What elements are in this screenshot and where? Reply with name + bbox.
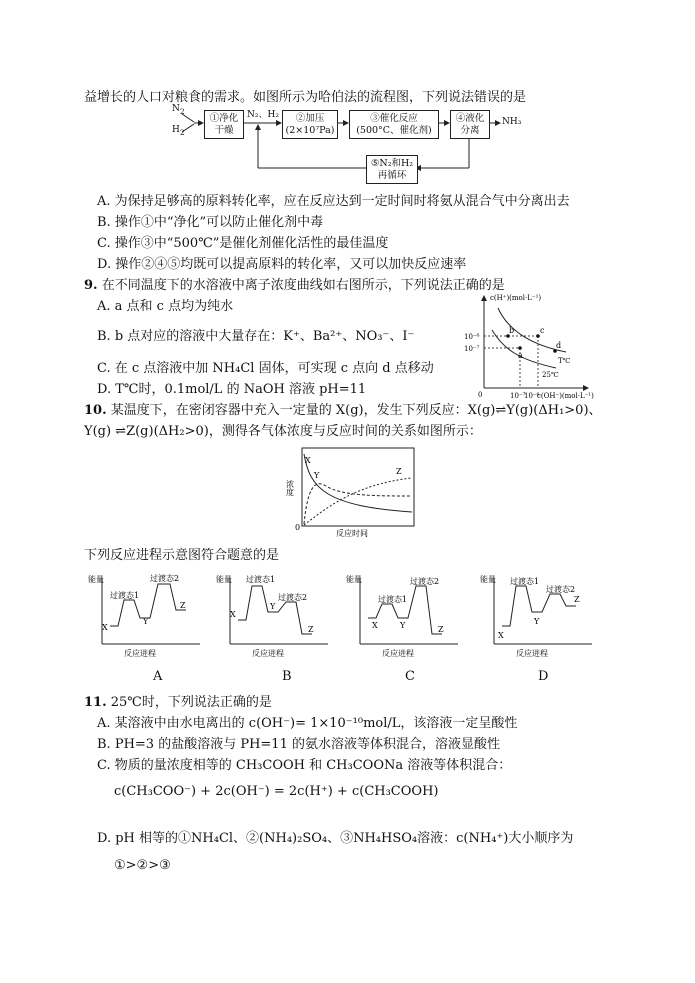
svg-text:过渡态1: 过渡态1 xyxy=(510,577,540,586)
q9-stem: 9. 在不同温度下的水溶液中离子浓度曲线如右图所示，下列说法正确的是 xyxy=(84,278,505,293)
svg-text:能量: 能量 xyxy=(346,575,362,584)
svg-text:反应进程: 反应进程 xyxy=(382,649,414,658)
svg-text:X: X xyxy=(230,610,236,619)
svg-text:反应进程: 反应进程 xyxy=(516,649,548,658)
q11-option-d-order: ①>②>③ xyxy=(114,858,171,873)
energy-graph-b xyxy=(216,570,336,660)
q11-option-d: D. pH 相等的①NH₄Cl、②(NH₄)₂SO₄、③NH₄HSO₄溶液：c(NH₄⁺)大小顺序为 xyxy=(97,831,574,846)
q10-label-y: Y xyxy=(314,471,320,480)
q9-option-b: B. b 点对应的溶液中大量存在：K⁺、Ba²⁺、NO₃⁻、I⁻ xyxy=(97,329,415,344)
svg-text:能量: 能量 xyxy=(216,575,232,584)
q10-stem-line2: Y(g) ⇌Z(g)(ΔH₂>0)，测得各气体浓度与反应时间的关系如图所示： xyxy=(84,424,482,439)
q10-prompt: 下列反应进程示意图符合题意的是 xyxy=(84,548,280,563)
q9-curve-label-t: T℃ xyxy=(558,357,571,365)
q9-y-tick-1: 10⁻⁶ xyxy=(464,333,480,341)
q9-label-c: c xyxy=(540,326,545,335)
svg-text:Z: Z xyxy=(308,625,314,634)
q10-y-axis-label: 浓度 xyxy=(286,480,295,496)
q9-x-axis-label: c(OH⁻)(mol·L⁻¹) xyxy=(537,392,594,400)
q10-curve-y xyxy=(304,484,412,524)
svg-text:Y: Y xyxy=(143,617,149,626)
q9-y-tick-2: 10⁻⁷ xyxy=(464,345,480,353)
q9-option-c: C. 在 c 点溶液中加 NH₄Cl 固体，可实现 c 点向 d 点移动 xyxy=(97,361,434,376)
q8-option-a: A. 为保持足够高的原料转化率，应在反应达到一定时间时将氨从混合气中分离出去 xyxy=(97,194,570,209)
svg-text:Y: Y xyxy=(534,617,540,626)
flow-box-recycle: ⑤N₂和H₂ 再循环 xyxy=(366,155,418,184)
svg-text:过渡态2: 过渡态2 xyxy=(278,593,308,602)
svg-text:X: X xyxy=(372,621,378,630)
svg-text:Z: Z xyxy=(574,595,580,604)
svg-text:反应进程: 反应进程 xyxy=(252,649,284,658)
flow-box-purify: ①净化 干燥 xyxy=(204,110,244,139)
svg-text:Y: Y xyxy=(270,602,276,611)
q9-x-tick-2: 10⁻⁶ xyxy=(524,392,540,400)
svg-text:能量: 能量 xyxy=(480,575,496,584)
svg-text:Z: Z xyxy=(438,625,444,634)
energy-graph-a xyxy=(88,570,208,660)
svg-text:X: X xyxy=(102,623,108,632)
n2-label: $N_2$ xyxy=(172,104,185,116)
energy-letter-b: B xyxy=(282,669,292,684)
energy-graph-c xyxy=(346,570,466,660)
svg-text:能量: 能量 xyxy=(88,575,104,584)
q8-option-d: D. 操作②④⑤均既可以提高原料的转化率，又可以加快反应速率 xyxy=(97,257,467,272)
svg-text:过渡态2: 过渡态2 xyxy=(410,577,440,586)
energy-graph-d xyxy=(480,570,600,660)
nh3-label: NH₃ xyxy=(502,117,522,127)
q8-intro: 益增长的人口对粮食的需求。如图所示为哈伯法的流程图，下列说法错误的是 xyxy=(84,90,527,105)
q9-x-tick-1: 10⁻⁷ xyxy=(510,392,526,400)
q9-label-d: d xyxy=(556,341,562,350)
energy-letter-d: D xyxy=(538,669,549,684)
q11-equation: c(CH₃COO⁻) + 2c(OH⁻) = 2c(H⁺) + c(CH₃COOH) xyxy=(114,784,439,799)
energy-letter-a: A xyxy=(153,669,163,684)
q9-option-d: D. T℃时，0.1mol/L 的 NaOH 溶液 pH=11 xyxy=(97,382,367,397)
flow-box-liquefy: ④液化 分离 xyxy=(450,110,490,139)
q11-option-c: C. 物质的量浓度相等的 CH₃COOH 和 CH₃COONa 溶液等体积混合： xyxy=(97,758,512,773)
energy-letter-c: C xyxy=(405,669,415,684)
flow-box-catalysis: ③催化反应 (500°C、催化剂) xyxy=(349,110,439,139)
q10-stem-line1: 10. 某温度下，在密闭容器中充入一定量的 X(g)，发生下列反应：X(g)⇌Y(g)(ΔH₁>0)、 xyxy=(84,403,602,418)
q9-label-a: a xyxy=(518,351,523,360)
q9-origin: 0 xyxy=(478,391,483,399)
q10-label-x: X xyxy=(305,456,311,465)
svg-text:Z: Z xyxy=(180,601,186,610)
svg-text:反应进程: 反应进程 xyxy=(124,649,156,658)
flow-box-pressurize: ②加压 (2×10⁷Pa) xyxy=(282,110,338,139)
svg-text:过渡态1: 过渡态1 xyxy=(110,591,140,600)
q9-label-b: b xyxy=(509,326,515,335)
q10-origin: 0 xyxy=(295,523,301,532)
q8-option-c: C. 操作③中“500℃”是催化剂催化活性的最佳温度 xyxy=(97,236,389,251)
q11-stem: 11. 25℃时，下列说法正确的是 xyxy=(84,695,272,710)
q11-option-b: B. PH=3 的盐酸溶液与 PH=11 的氨水溶液等体积混合，溶液显酸性 xyxy=(97,737,500,752)
q9-option-a: A. a 点和 c 点均为纯水 xyxy=(97,299,234,314)
h2-label: $H_2$ xyxy=(172,125,185,137)
flow-mid-label: N₂、H₂ xyxy=(247,110,279,120)
q10-x-axis-label: 反应时间 xyxy=(336,529,368,538)
q9-curve-label-25: 25℃ xyxy=(542,371,559,379)
svg-text:过渡态1: 过渡态1 xyxy=(378,595,408,604)
svg-text:过渡态2: 过渡态2 xyxy=(150,574,180,583)
q11-option-a: A. 某溶液中由水电离出的 c(OH⁻)= 1×10⁻¹⁰mol/L，该溶液一定呈酸性 xyxy=(97,716,518,731)
svg-text:过渡态2: 过渡态2 xyxy=(546,585,576,594)
q9-y-axis-label: c(H⁺)(mol·L⁻¹) xyxy=(490,294,542,302)
q8-option-b: B. 操作①中“净化”可以防止催化剂中毒 xyxy=(97,215,324,230)
q10-label-z: Z xyxy=(396,467,402,476)
q10-curve-x xyxy=(304,454,412,512)
svg-text:X: X xyxy=(498,631,504,640)
q9-ion-graph xyxy=(460,290,595,402)
svg-text:过渡态1: 过渡态1 xyxy=(246,575,276,584)
svg-text:Y: Y xyxy=(400,621,406,630)
q10-curve-z xyxy=(304,478,412,525)
q10-conc-graph xyxy=(286,444,418,538)
q9-point-a xyxy=(518,346,522,350)
